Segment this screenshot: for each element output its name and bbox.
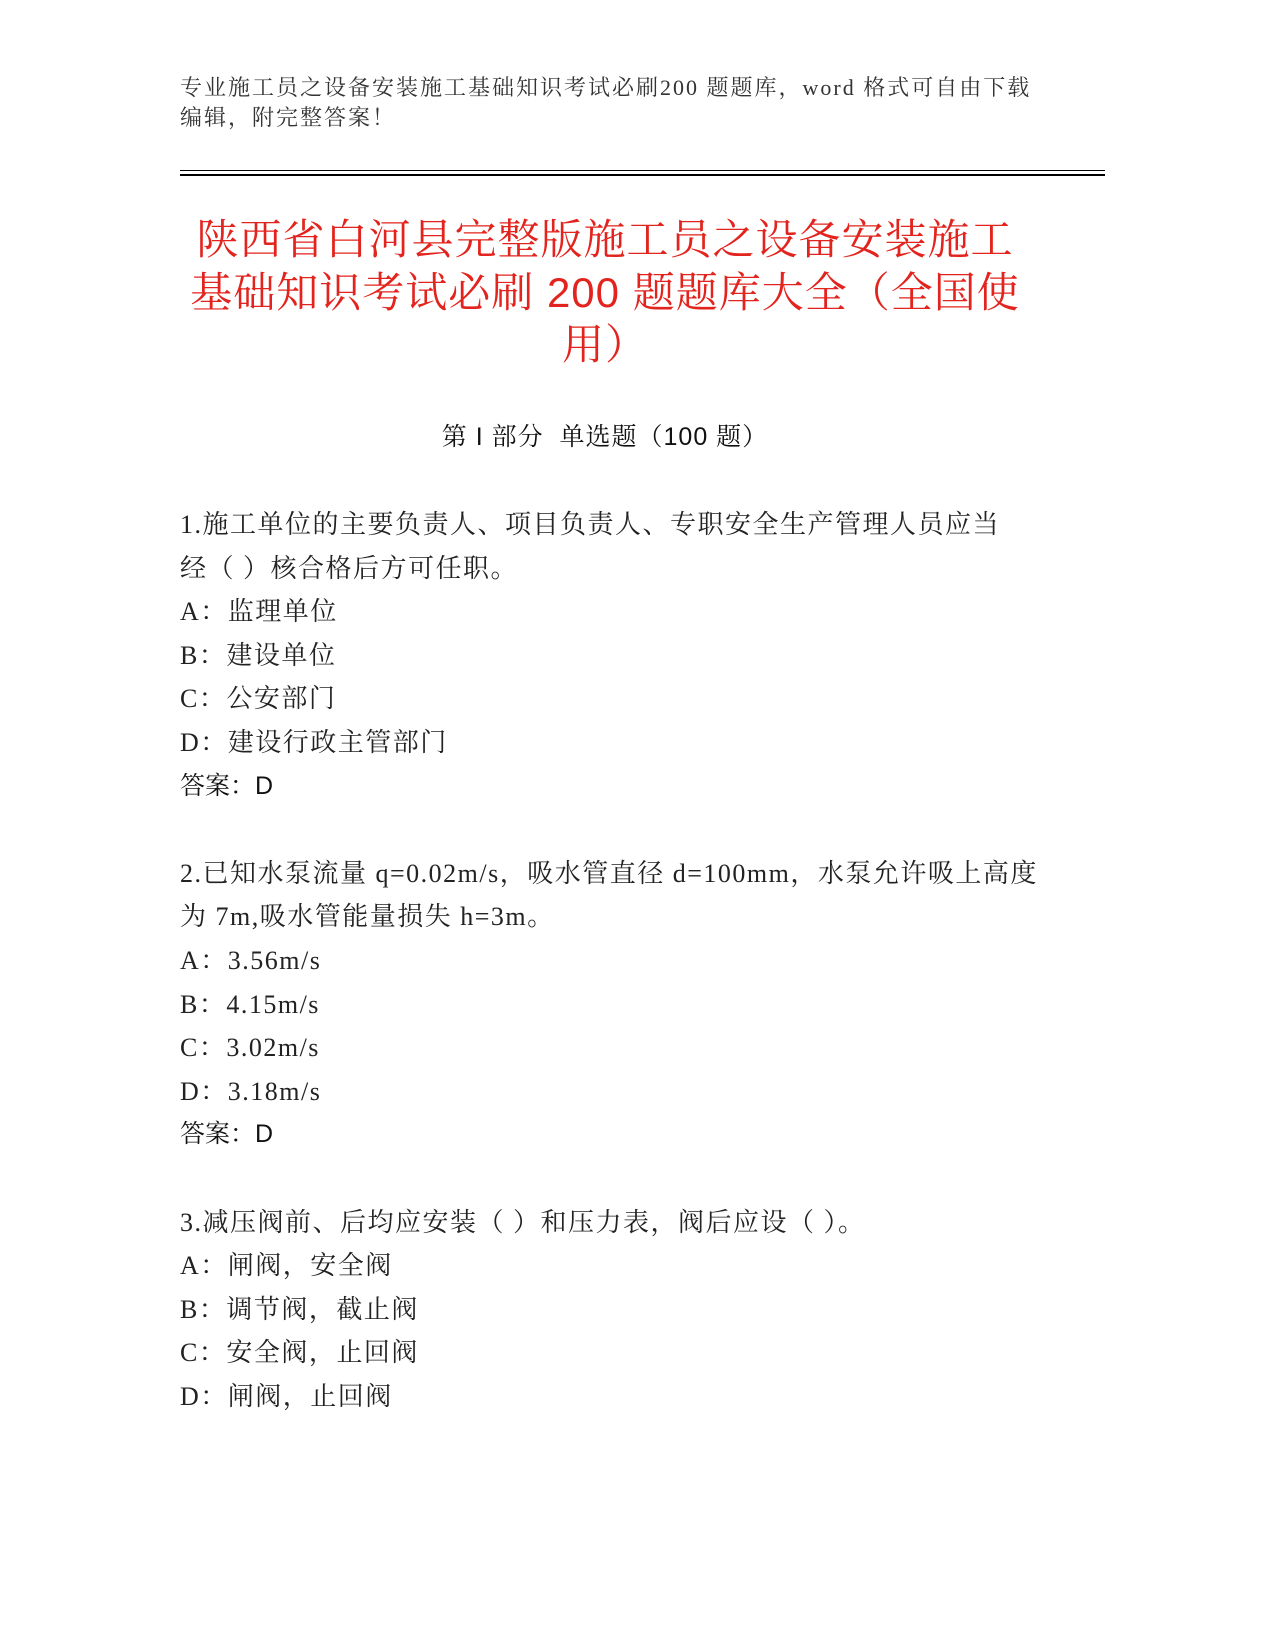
section-heading: 第 I 部分 单选题（100 题） — [441, 423, 769, 451]
option-b — [180, 1288, 1080, 1332]
question-stem — [180, 852, 1080, 939]
answer-label: 答案： — [180, 1120, 256, 1149]
option-text: 3.02m/s — [226, 1033, 320, 1063]
option-label: A： — [180, 945, 228, 975]
title-line: 基础知识考试必刷 200 题题库大全（全国使 — [190, 268, 1020, 316]
question-stem-line: 为 7m,吸水管能量损失 h=3m。 — [180, 902, 555, 932]
option-c — [180, 677, 1080, 721]
answer-line — [180, 1113, 1080, 1157]
document-title — [160, 214, 1050, 372]
question-item — [180, 852, 1080, 1157]
option-a — [180, 939, 1080, 983]
question-stem — [180, 503, 1080, 590]
option-text: 安全阀，止回阀 — [226, 1338, 419, 1368]
question-list — [180, 503, 1080, 1462]
option-label: C： — [180, 1338, 227, 1368]
option-text: 调节阀，截止阀 — [226, 1294, 419, 1324]
option-text: 闸阀，止回阀 — [227, 1381, 393, 1411]
option-text: 建设单位 — [226, 640, 337, 670]
option-a — [180, 1244, 1080, 1288]
option-text: 3.18m/s — [227, 1076, 322, 1106]
header-double-rule — [180, 170, 1105, 176]
option-b — [180, 983, 1080, 1027]
option-label: D： — [180, 727, 228, 757]
question-stem-line: 经（ ）核合格后方可任职。 — [180, 553, 519, 583]
option-d — [180, 1070, 1080, 1114]
option-label: C： — [180, 1033, 227, 1063]
option-text: 监理单位 — [227, 597, 338, 627]
question-stem — [180, 1201, 1080, 1245]
option-label: D： — [180, 1381, 228, 1411]
option-a — [180, 590, 1080, 634]
option-label: D： — [180, 1076, 228, 1106]
header-note — [180, 73, 1080, 133]
question-item — [180, 1201, 1080, 1419]
option-text: 闸阀，安全阀 — [227, 1251, 393, 1281]
option-label: C： — [180, 684, 227, 714]
option-label: B： — [180, 640, 227, 670]
answer-value: D — [255, 771, 274, 800]
option-text: 3.56m/s — [227, 945, 322, 975]
option-label: A： — [180, 597, 228, 627]
answer-value: D — [255, 1120, 274, 1149]
question-stem-line: 3.减压阀前、后均应安装（ ）和压力表，阀后应设（ ）。 — [180, 1207, 866, 1237]
question-item — [180, 503, 1080, 808]
title-line: 用） — [561, 321, 648, 368]
option-d — [180, 1375, 1080, 1419]
option-d — [180, 721, 1080, 765]
option-text: 公安部门 — [226, 684, 337, 714]
title-line: 陕西省白河县完整版施工员之设备安装施工 — [196, 216, 1014, 263]
question-stem-line: 1.施工单位的主要负责人、项目负责人、专职安全生产管理人员应当 — [180, 510, 1001, 539]
header-note-line: 编辑，附完整答案！ — [180, 105, 397, 130]
answer-line — [180, 765, 1080, 809]
option-c — [180, 1331, 1080, 1375]
option-label: A： — [180, 1251, 228, 1281]
option-c — [180, 1026, 1080, 1070]
header-note-line: 专业施工员之设备安装施工基础知识考试必刷200 题题库，word 格式可自由下载 — [180, 75, 1032, 100]
answer-label: 答案： — [180, 771, 256, 800]
option-text: 建设行政主管部门 — [227, 727, 448, 757]
option-b — [180, 634, 1080, 678]
option-label: B： — [180, 989, 227, 1019]
option-label: B： — [180, 1294, 227, 1324]
option-text: 4.15m/s — [226, 989, 320, 1019]
question-stem-line: 2.已知水泵流量 q=0.02m/s，吸水管直径 d=100mm，水泵允许吸上高度 — [180, 858, 1038, 888]
